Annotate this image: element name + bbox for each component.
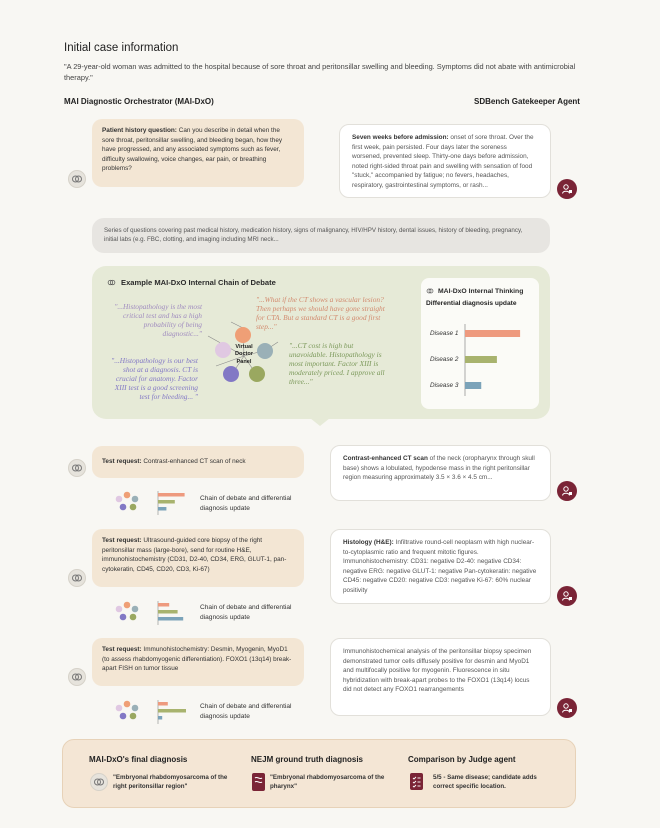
test-result-text: Infiltrative round-cell neoplasm with high nuclear-to-cytoplasmic ratio and frequent mitotic figures. Immunohistochemistry: CD31: negative D2-40: negative CD34: negative ERG: negative GLUT-1: negative Pan-cytokeratin: negative CD45: negative CD20: negative CD3: negative Ki-67: 60% nuclear positivity (343, 539, 537, 594)
final-diagnosis-title: MAI-DxO's final diagnosis (89, 755, 188, 764)
thinking-icon (426, 287, 434, 295)
mini-doctor-dot (124, 492, 131, 499)
mini-doctor-dot (132, 705, 139, 712)
chain-of-debate-label-3: Chain of debate and differential diagnosis update (200, 703, 292, 720)
test-result-text: of the neck (oropharynx through skull base) shows a lobulated, hypodense mass in the right peritonsillar region measuring approximately 3.5 × 3.6 × 4.5 cm... (343, 455, 535, 482)
test-request-bubble-2 (92, 529, 304, 587)
mini-doctor-dot (116, 705, 123, 712)
test-request-text: Ultrasound-guided core biopsy of the right peritonsillar mass (large-bore), send for routine H&E, immunohistochemistry (CD31, D2-40, CD34, ERG, GLUT-1, pan-cytokeratin, CD45, CD20, CD3, Ki-67) (102, 537, 287, 573)
panel-doctor-1 (215, 342, 231, 358)
mini-chart-bar (158, 702, 168, 706)
mini-doctor-dot (130, 614, 137, 621)
chart-category-label: Disease 3 (430, 382, 459, 389)
mini-debate-graph-2 (113, 599, 189, 627)
virtual-doctor-panel-label: Virtual Doctor Panel (234, 344, 254, 365)
orchestrator-icon (68, 170, 86, 188)
mini-chart-bar (158, 500, 175, 504)
test-request-text: Contrast-enhanced CT scan of neck (141, 458, 246, 465)
mini-doctor-dot (132, 496, 139, 503)
test-request-bubble-1 (92, 446, 304, 478)
test-request-label: Test request: (102, 537, 142, 544)
thinking-title: MAI-DxO Internal Thinking (438, 287, 524, 295)
thinking-subtitle: Differential diagnosis update (426, 300, 517, 307)
test-request-text: Immunohistochemistry: Desmin, Myogenin, MyoD1 (to assess rhabdomyogenic differentiation). FOXO1 (13q14) break-apart FISH on tumor tissue (102, 646, 292, 673)
judge-comparison-text: 5/5 - Same disease; candidate adds correct specific location. (433, 774, 537, 790)
debate-quote-2: "...What if the CT shows a vascular lesion? Then perhaps we should have gone straight for CTA. But a standard CT is a good first step..." (256, 295, 385, 331)
test-request-bubble-3 (92, 638, 304, 686)
panel-doctor-4 (223, 366, 239, 382)
history-answer-text: onset of sore throat. Over the first week, pain persisted. Four days later the soreness worsened, prevented sleep. Thirty-one days before admission, noted right-sided throat pain and swelling with sensation of food "stuck," accompanied by fatigue; no fevers, headaches, respiratory, gastrointestinal symptoms, or rash... (352, 134, 534, 189)
debate-panel-pointer (310, 418, 330, 428)
debate-title: Example MAI-DxO Internal Chain of Debate (121, 278, 276, 287)
mini-doctor-dot (132, 606, 139, 613)
thinking-header (426, 287, 523, 295)
panel-doctor-3 (257, 343, 273, 359)
mini-chart-bar (158, 603, 169, 607)
nejm-document-icon (252, 773, 265, 791)
test-result-bubble-1 (330, 445, 551, 501)
left-column-title: MAI Diagnostic Orchestrator (MAI-DxO) (64, 97, 214, 106)
page-title: Initial case information (64, 42, 179, 54)
chain-of-debate-label-2: Chain of debate and differential diagnosis update (200, 604, 292, 621)
mini-doctor-dot (130, 504, 137, 511)
right-column-title: SDBench Gatekeeper Agent (474, 97, 580, 106)
chart-bar (465, 356, 497, 363)
test-result-label: Contrast-enhanced CT scan (343, 455, 428, 462)
mini-chart-bar (158, 716, 162, 720)
debate-quote-3: "...Histopathology is our best shot at a diagnosis. CT is crucial for anatomy. Factor XIII test is a good screening test for bleeding... " (111, 356, 198, 401)
test-result-bubble-2 (330, 529, 551, 604)
test-request-label: Test request: (102, 458, 142, 465)
test-result-text: Immunohistochemical analysis of the peritonsillar biopsy specimen demonstrated tumor cells diffusely positive for desmin and MyoD1 and multifocally positive for myogenin. Fluorescence in situ hybridization with break-apart probes to the FOXO1 (13q14) locus did not detect any FOXO1 rearrangements (343, 648, 532, 694)
judge-comparison-title: Comparison by Judge agent (408, 755, 516, 764)
mini-debate-graph-3 (113, 698, 189, 726)
history-question-text: Can you describe in detail when the sore throat, peritonsillar swelling, and bleeding began, how they have progressed, and any associated symptoms such as fever, difficulty swallowing, voice changes, ear pain, or breathing problems? (102, 127, 283, 173)
ground-truth-title: NEJM ground truth diagnosis (251, 755, 363, 764)
chart-category-label: Disease 1 (430, 330, 459, 337)
history-series-note: Series of questions covering past medical history, medication history, signs of malignancy, HIV/HPV history, dental issues, history of bleeding, pregnancy, initial labs (e.g. FBC, clotting, and imaging including MRI neck... (92, 218, 550, 253)
test-result-label: Histology (H&E): (343, 539, 394, 546)
gatekeeper-icon (557, 586, 577, 606)
orchestrator-icon (68, 569, 86, 587)
mini-chart-bar (158, 610, 178, 614)
mini-doctor-dot (120, 614, 127, 621)
mini-doctor-dot (124, 602, 131, 609)
mini-chart-bar (158, 507, 166, 511)
chart-category-label: Disease 2 (430, 356, 459, 363)
mini-doctor-dot (124, 701, 131, 708)
mini-doctor-dot (120, 504, 127, 511)
orchestrator-icon (90, 773, 108, 791)
chart-bar (465, 330, 520, 337)
history-answer-bubble (339, 124, 551, 198)
gatekeeper-icon (557, 698, 577, 718)
mini-chart-bar (158, 709, 186, 713)
orchestrator-icon (68, 459, 86, 477)
history-question-bubble (92, 119, 304, 187)
panel-doctor-2 (235, 327, 251, 343)
history-question-label: Patient history question: (102, 127, 177, 134)
mini-doctor-dot (130, 713, 137, 720)
checklist-icon (410, 773, 423, 790)
ground-truth-text: "Embryonal rhabdomyosarcoma of the pharynx" (270, 774, 385, 790)
test-request-label: Test request: (102, 646, 142, 653)
panel-doctor-5 (249, 366, 265, 382)
gatekeeper-icon (557, 179, 577, 199)
mini-debate-graph-1 (113, 489, 189, 517)
differential-diagnosis-chart (426, 318, 536, 400)
chart-bar (465, 382, 481, 389)
test-result-bubble-3 (330, 638, 551, 716)
case-intro: "A 29-year-old woman was admitted to the hospital because of sore throat and peritonsillar swelling and bleeding. Symptoms did not abate with antimicrobial therapy." (64, 62, 576, 82)
mini-doctor-dot (116, 606, 123, 613)
history-answer-label: Seven weeks before admission: (352, 134, 449, 141)
final-diagnosis-text: "Embryonal rhabdomyosarcoma of the right peritonsillar region" (113, 774, 228, 790)
chain-of-debate-label-1: Chain of debate and differential diagnosis update (200, 495, 292, 512)
mini-chart-bar (158, 617, 183, 621)
debate-quote-4: "...CT cost is high but unavoidable. Histopathology is most important. Factor XIII is moderately priced. I approve all three..." (289, 341, 385, 386)
debate-header (107, 278, 276, 287)
mini-doctor-dot (120, 713, 127, 720)
orchestrator-icon (68, 668, 86, 686)
gatekeeper-icon (557, 481, 577, 501)
mini-doctor-dot (116, 496, 123, 503)
mini-chart-bar (158, 493, 185, 497)
debate-quote-1: "...Histopathology is the most critical test and has a high probability of being diagnostic..." (114, 302, 202, 338)
debate-icon (107, 278, 116, 287)
